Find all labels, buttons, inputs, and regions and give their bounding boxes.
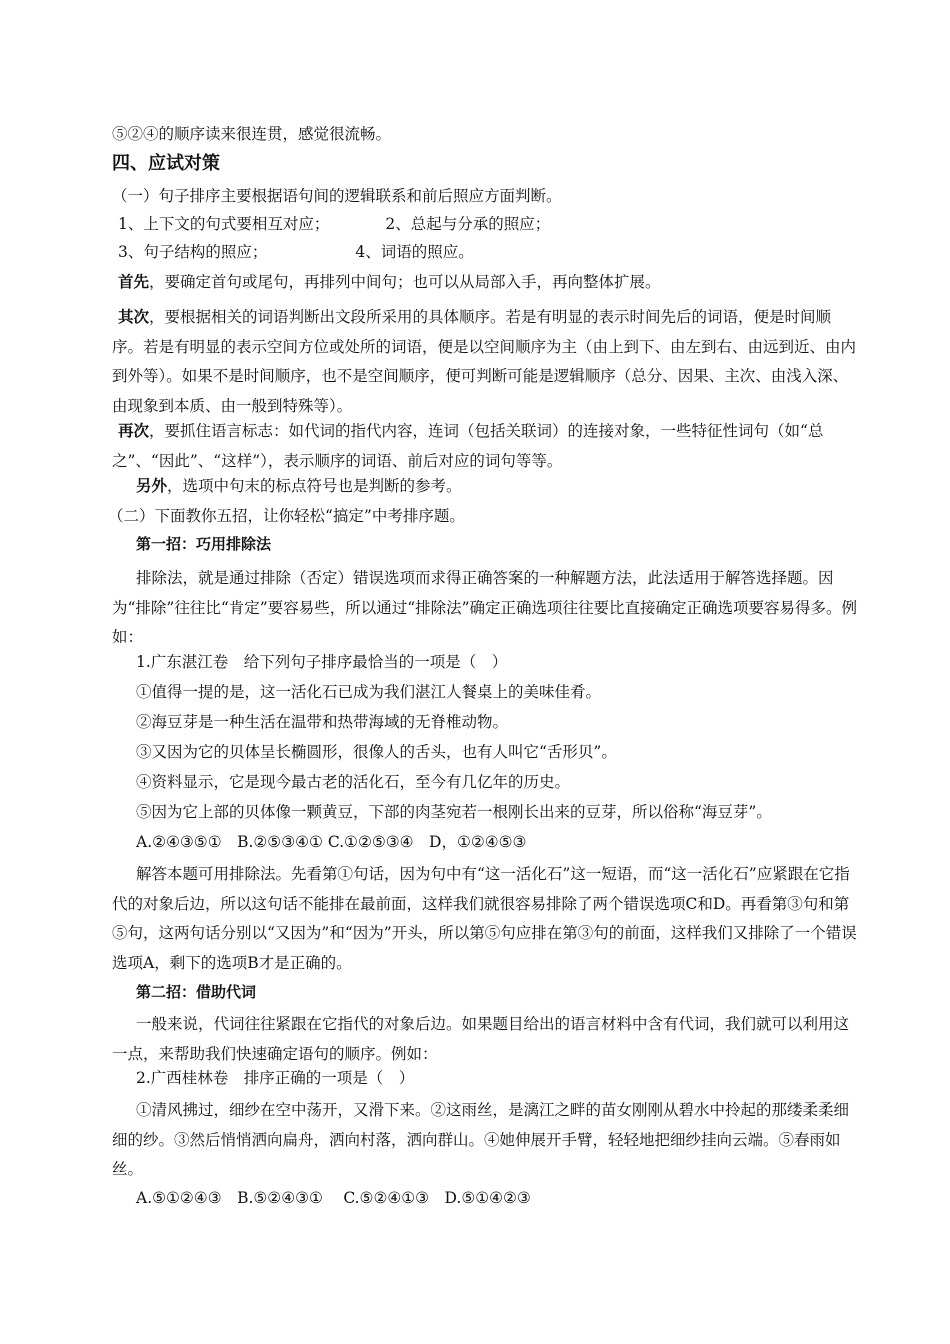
question-sentence: ②海豆芽是一种生活在温带和热带海域的无脊椎动物。 — [136, 713, 509, 731]
rule-item: 3、句子结构的照应； — [118, 243, 268, 261]
paragraph: 排除法，就是通过排除（否定）错误选项而求得正确答案的一种解题方法，此法适用于解答选择题。因为“排除”往往比“肯定”要容易些，所以通过“排除法”确定正确选项往往要比直接确定正确选项要容易得多。例如： — [112, 569, 858, 646]
paragraph-lead: 首先 — [118, 272, 150, 291]
rule-item: 4、词语的照应。 — [355, 243, 474, 261]
subsection-intro: （二）下面教你五招，让你轻松“搞定”中考排序题。 — [108, 507, 465, 525]
technique-title: 第二招：借助代词 — [136, 983, 257, 1001]
paragraph-text: ，要确定首句或尾句，再排列中间句；也可以从局部入手，再向整体扩展。 — [149, 273, 661, 291]
paragraph-lead: 另外 — [136, 476, 168, 495]
paragraph-text: ，要根据相关的词语判断出文段所采用的具体顺序。若是有明显的表示时间先后的词语，便是时间顺序。若是有明显的表示空间方位或处所的词语，便是以空间顺序为主（由上到下、由左到右、由远到近、由内到外等）。如果不是时间顺序，也不是空间顺序，便可判断可能是逻辑顺序（总分、因果、主次、由浅入深、由现象到本质、由一般到特殊等）。 — [112, 308, 857, 415]
question-title: 2.广西桂林卷 排序正确的一项是（ ） — [136, 1069, 415, 1087]
answer-explanation: 解答本题可用排除法。先看第①句话，因为句中有“这一活化石”这一短语，而“这一活化石”应紧跟在它指代的对象后边，所以这句话不能排在最前面，这样我们就很容易排除了两个错误选项C和D。再看第③句和第⑤句，这两句话分别以“又因为”和“因为”开头，所以第⑤句应排在第③句的前面，这样我们又排除了一个错误选项A，剩下的选项B才是正确的。 — [112, 865, 857, 972]
question-sentence: ①清风拂过，细纱在空中荡开，又滑下来。②这雨丝，是漓江之畔的苗女刚刚从碧水中拎起的那缕柔柔细细的纱。③然后悄悄洒向扁舟，洒向村落，洒向群山。④她伸展开手臂，轻轻地把细纱挂向云端。⑤春雨如丝。 — [112, 1101, 850, 1178]
subsection-intro: （一）句子排序主要根据语句间的逻辑联系和前后照应方面判断。 — [112, 187, 562, 205]
rule-item: 2、总起与分承的照应； — [385, 215, 551, 233]
section-heading: 四、应试对策 — [112, 153, 220, 174]
rule-item: 1、上下文的句式要相互对应； — [118, 215, 330, 233]
paragraph — [136, 476, 860, 496]
paragraph-lead: 再次 — [118, 421, 150, 440]
question-sentence: ⑤因为它上部的贝体像一颗黄豆，下部的肉茎宛若一根刚长出来的豆芽，所以俗称“海豆芽”。 — [136, 803, 772, 821]
answer-options: A.⑤①②④③ B.⑤②④③① C.⑤②④①③ D.⑤①④②③ — [136, 1189, 531, 1207]
paragraph-text: ，选项中句末的标点符号也是判断的参考。 — [167, 477, 462, 495]
answer-options: A.②④③⑤① B.②⑤③④① C.①②⑤③④ D，①②④⑤③ — [136, 833, 527, 851]
question-sentence: ③又因为它的贝体呈长椭圆形，很像人的舌头，也有人叫它“舌形贝”。 — [136, 743, 617, 761]
paragraph — [112, 416, 860, 476]
rule-row — [118, 214, 860, 234]
paragraph: 一般来说，代词往往紧跟在它指代的对象后边。如果题目给出的语言材料中含有代词，我们就可以利用这一点，来帮助我们快速确定语句的顺序。例如： — [112, 1015, 850, 1063]
paragraph — [112, 302, 860, 421]
paragraph-text: ，要抓住语言标志：如代词的指代内容，连词（包括关联词）的连接对象，一些特征性词句（如“总之”、“因此”、“这样”），表示顺序的词语、前后对应的词句等等。 — [112, 422, 824, 470]
question-sentence: ④资料显示，它是现今最古老的活化石，至今有几亿年的历史。 — [136, 773, 571, 791]
rule-row — [118, 242, 860, 262]
paragraph-lead: 其次 — [118, 307, 150, 326]
question-title: 1.广东湛江卷 给下列句子排序最恰当的一项是（ ） — [136, 653, 508, 671]
technique-title: 第一招：巧用排除法 — [136, 535, 272, 553]
question-sentence: ①值得一提的是，这一活化石已成为我们湛江人餐桌上的美味佳肴。 — [136, 683, 602, 701]
text-line: ⑤②④的顺序读来很连贯，感觉很流畅。 — [112, 125, 392, 143]
paragraph — [118, 272, 860, 292]
